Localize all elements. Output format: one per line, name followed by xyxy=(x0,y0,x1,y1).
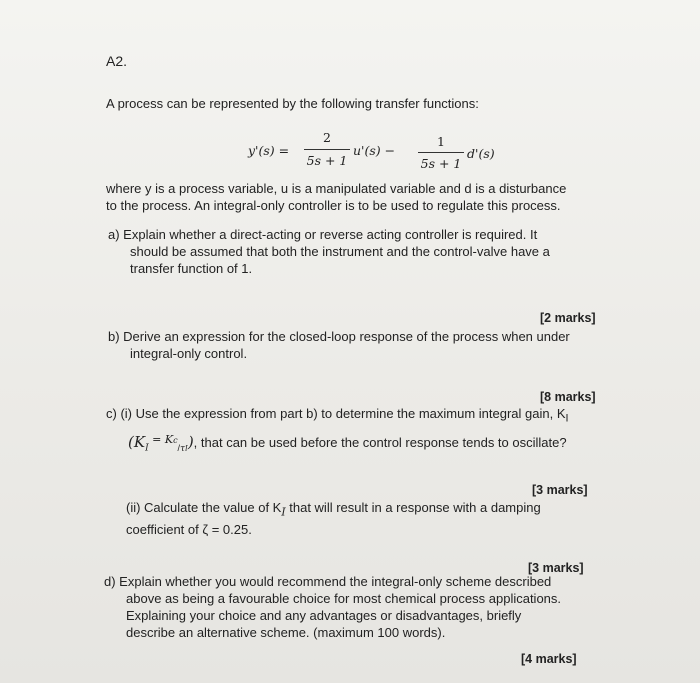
part-c-i-line-2: ($K_I$ $^{= K}_{c/\tau I}$), that can be used before the control response tends to oscillate? xyxy=(128,432,567,454)
transfer-function-equation xyxy=(232,130,522,174)
part-d xyxy=(104,573,561,641)
part-b-marks: [8 marks] xyxy=(540,390,596,404)
description-line-2: to the process. An integral-only controller is to be used to regulate this process. xyxy=(106,198,561,213)
equation-lhs: y'(s) = xyxy=(248,143,290,158)
part-d-line-4: describe an alternative scheme. (maximum 100 words). xyxy=(126,625,446,640)
part-d-line-2: above as being a favourable choice for most chemical process applications. xyxy=(126,591,562,606)
part-b xyxy=(108,328,570,362)
part-a-line-3: transfer function of 1. xyxy=(130,261,253,276)
description xyxy=(106,180,566,214)
part-c-ii-line-1: (ii) Calculate the value of $K_I$ that will result in a response with a damping xyxy=(126,500,541,519)
equation-numerator-1: 2 xyxy=(323,130,331,145)
part-c-ii-line-2: coefficient of ζ = 0.25. xyxy=(126,521,252,537)
intro-text: A process can be represented by the following transfer functions: xyxy=(106,96,479,111)
equation-numerator-2: 1 xyxy=(437,134,445,149)
part-a-line-2: should be assumed that both the instrument and the control-valve have a xyxy=(130,244,550,259)
part-c-i xyxy=(106,405,569,458)
equation-denominator-2: 5s + 1 xyxy=(420,156,462,171)
part-a xyxy=(108,226,550,277)
part-a-line-1: a) Explain whether a direct-acting or reverse acting controller is required. It xyxy=(108,227,538,242)
equation-mid: u'(s) − xyxy=(353,143,396,158)
fraction-bar-1 xyxy=(304,149,350,150)
part-d-line-1: d) Explain whether you would recommend the integral-only scheme described xyxy=(104,574,552,589)
description-line-1: where y is a process variable, u is a manipulated variable and d is a disturbance xyxy=(106,181,567,196)
part-c-i-line-1: c) (i) Use the expression from part b) to determine the maximum integral gain, $K_I$ xyxy=(106,406,569,425)
part-a-marks: [2 marks] xyxy=(540,311,596,325)
fraction-bar-2 xyxy=(418,152,464,153)
equation-denominator-1: 5s + 1 xyxy=(306,153,348,168)
part-c-ii-marks: [3 marks] xyxy=(528,561,584,575)
part-d-line-3: Explaining your choice and any advantages or disadvantages, briefly xyxy=(126,608,522,623)
question-label: A2. xyxy=(106,53,128,69)
part-c-i-marks: [3 marks] xyxy=(532,483,588,497)
part-b-line-1: b) Derive an expression for the closed-loop response of the process when under xyxy=(108,329,570,344)
equation-rhs: d'(s) xyxy=(467,146,495,161)
part-d-marks: [4 marks] xyxy=(521,652,577,666)
part-c-ii xyxy=(126,499,541,538)
part-b-line-2: integral-only control. xyxy=(130,346,248,361)
